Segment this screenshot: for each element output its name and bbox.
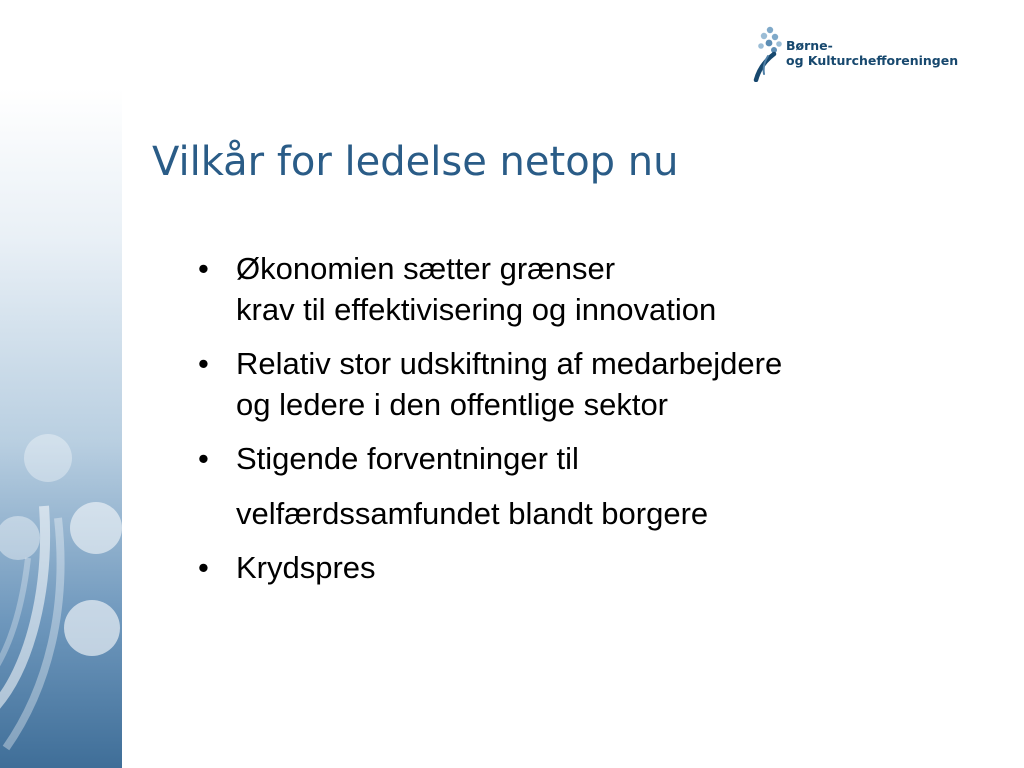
- bullet-text-continuation: og ledere i den offentlige sektor: [236, 387, 669, 422]
- bullet-text: Stigende forventninger til: [236, 441, 579, 476]
- bullet-text-continuation: velfærdssamfundet blandt borgere: [236, 496, 709, 531]
- bullet-dot-icon: •: [198, 251, 209, 286]
- bubble-decoration-icon: [0, 88, 122, 768]
- bullet-text: Økonomien sætter grænser: [236, 251, 616, 286]
- bullet-text-continuation: krav til effektivisering og innovation: [236, 292, 717, 327]
- bullet-dot-icon: •: [198, 346, 209, 381]
- bullet-text: Krydspres: [236, 550, 376, 585]
- organization-logo: [750, 26, 960, 82]
- bullet-dot-icon: •: [198, 550, 209, 585]
- bullet-list: [196, 248, 996, 601]
- logo-line-2: og Kulturchefforeningen: [786, 53, 959, 68]
- logo-line-1: Børne-: [786, 38, 833, 53]
- bullet-item: [196, 547, 996, 588]
- bullet-text: Relativ stor udskiftning af medarbejdere: [236, 346, 783, 381]
- slide-title: Vilkår for ledelse netop nu: [152, 139, 679, 185]
- bullet-dot-icon: •: [198, 441, 209, 476]
- bullet-item: [196, 438, 996, 534]
- bullet-item: [196, 343, 996, 425]
- people-figure-icon: [750, 26, 784, 82]
- logo-text: [786, 38, 958, 68]
- bullet-item: [196, 248, 996, 330]
- decorative-side-panel: [0, 88, 122, 768]
